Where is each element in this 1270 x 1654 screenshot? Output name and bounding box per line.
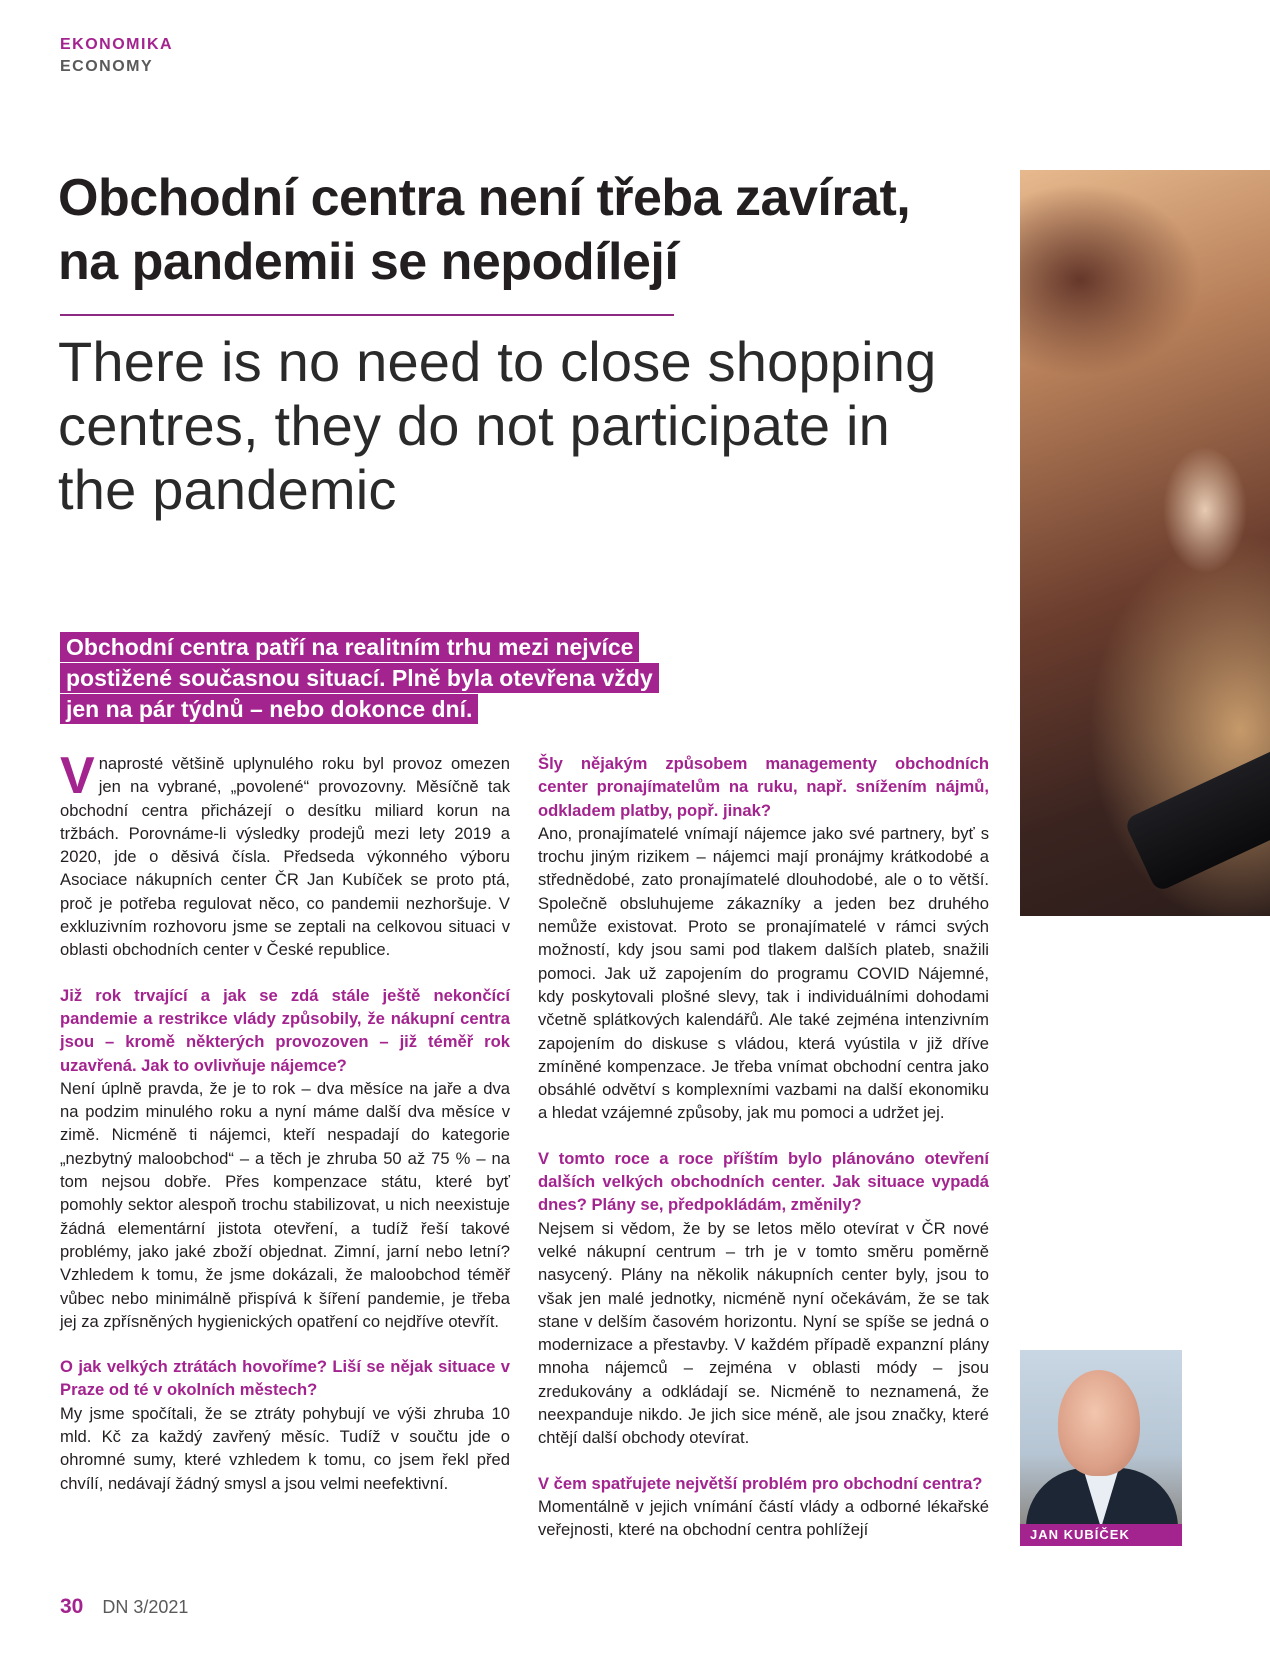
answer-2: My jsme spočítali, že se ztráty pohybují ve výši zhruba 10 mld. Kč za každý zavřený měsíc. Tudíž v součtu jde o ohromné sumy, které vzhledem k tomu, co jsem řekl před chvílí, nedávají žádný smysl a jsou velmi neefektivní. — [60, 1403, 510, 1493]
headline-divider — [60, 314, 674, 316]
question-2: O jak velkých ztrátách hovoříme? Liší se nějak situace v Praze od té v okolních městech? — [60, 1357, 510, 1400]
question-1: Již rok trvající a jak se zdá stále ještě nekončící pandemie a restrikce vlády způsobily, že nákupní centra jsou – kromě některých provozoven – již téměř rok uzavřená. Jak to ovlivňuje nájemce? — [60, 985, 510, 1075]
drop-cap: V — [60, 747, 95, 805]
section-label-en: ECONOMY — [60, 58, 154, 75]
section-label — [60, 34, 173, 78]
portrait-caption: JAN KUBÍČEK — [1020, 1524, 1182, 1546]
article-column-right — [538, 752, 989, 1542]
page-footer — [60, 1594, 188, 1620]
answer-3: Ano, pronajímatelé vnímají nájemce jako své partnery, byť s trochu jiným rizikem – nájemci mají pronájmy krátkodobé a střednědobé, zato pronajímatelé dlouhodobé, ale o to větší. Společně obsluhujeme zákazníky a jeden bez druhého nemůže existovat. Proto se pronajímatelé v rámci svých možností, kdy jsou sami pod tlakem dalších plateb, snažili pomoci. Jak už zapojením do programu COVID Nájemné, kdy poskytovali plošné slevy, tak i individuálními dohodami včetně splátkových kalendářů. Ale také zejména intenzivním zapojením do diskuse s vládou, která vyústila v již dříve zmíněné kompenzace. Je třeba vnímat obchodní centra jako obsáhlé odvětví s komplexními vazbami na další ekonomiku a hledat vzájemné způsoby, jak mu pomoci a udržet jej. — [538, 823, 989, 1123]
intro-paragraph — [60, 747, 510, 962]
portrait-head — [1058, 1370, 1140, 1476]
portrait-photo — [1020, 1350, 1182, 1524]
answer-4: Nejsem si vědom, že by se letos mělo otevírat v ČR nové velké nákupní centrum – trh je v tomto směru poměrně nasycený. Plány na několik nákupních center byly, jsou to však jen malé jednotky, nicméně nyní očekávám, že se tak stane v delším časovém horizontu. Nyní se spíše se jedná o modernizace a přestavby. V každém případě expanzní plány mnoha nájemců – zejména v oblasti módy – jsou zredukovány a odkládají se. Nicméně to neznamená, že neexpanduje nikdo. Je jich sice méně, ale jsou značky, které chtějí další obchody otevírat. — [538, 1218, 989, 1448]
page-number: 30 — [60, 1595, 84, 1618]
question-3: Šly nějakým způsobem managementy obchodních center pronajímatelům na ruku, např. snížením nájmů, odkladem platby, popř. jinak? — [538, 754, 989, 820]
headline-english: There is no need to close shopping centres, they do not participate in the pandemic — [58, 330, 937, 521]
issue-label: DN 3/2021 — [102, 1597, 189, 1617]
lead-paragraph — [60, 632, 680, 725]
section-label-cz: EKONOMIKA — [60, 36, 174, 53]
headline-czech: Obchodní centra není třeba zavírat, na pandemii se nepodílejí — [58, 169, 911, 291]
answer-1: Není úplně pravda, že je to rok – dva měsíce na jaře a dva na podzim minulého roku a nyní máme další dva měsíce v zimě. Nicméně ti nájemci, kteří nespadají do kategorie „nezbytný maloobchod“ – a těch je zhruba 50 až 75 % – na tom nejsou dobře. Přes kompenzace státu, které byť pomohly sektor alespoň trochu stabilizovat, u nich neexistuje žádná elementární jistota otevření, a tudíž řeší takové problémy, jako jaké zboží objednat. Zimní, jarní nebo letní? Vzhledem k tomu, že jsme dokázali, že maloobchod téměř vůbec nebo minimálně přispívá k šíření pandemie, je třeba jej za zpřísněných hygienických opatření co nejdříve otevřít. — [60, 1078, 510, 1331]
question-4: V tomto roce a roce příštím bylo plánováno otevření dalších velkých obchodních center. Jak situace vypadá dnes? Plány se, předpokládám, změnily? — [538, 1148, 989, 1215]
question-5: V čem spatřujete největší problém pro obchodní centra? — [538, 1473, 983, 1493]
photo-dark-band — [1123, 727, 1270, 892]
answer-5: Momentálně v jejich vnímání částí vlády a odborné lékařské veřejnosti, které na obchodní centra pohlížejí — [538, 1496, 989, 1540]
lead-text: Obchodní centra patří na realitním trhu mezi nejvíce postižené současnou situací. Plně byla otevřena vždy jen na pár týdnů – nebo dokonce dní. — [60, 632, 659, 724]
intro-text: naprosté většině uplynulého roku byl provoz omezen jen na vybrané, „povolené“ provozovny. Měsíčně tak obchodní centra přicházejí o desítku miliard korun na tržbách. Porovnáme-li výsledky prodejů mezi lety 2019 a 2020, jde o děsivá čísla. Předseda výkonného výboru Asociace nákupních center ČR Jan Kubíček se proto ptá, proč je potřeba regulovat něco, co pandemii nezhoršuje. V exkluzivním rozhovoru jsme se zeptali na celkovou situaci v oblasti obchodních center v České republice. — [60, 754, 510, 960]
article-column-left — [60, 747, 510, 1495]
shopping-centre-photo — [1020, 170, 1270, 916]
